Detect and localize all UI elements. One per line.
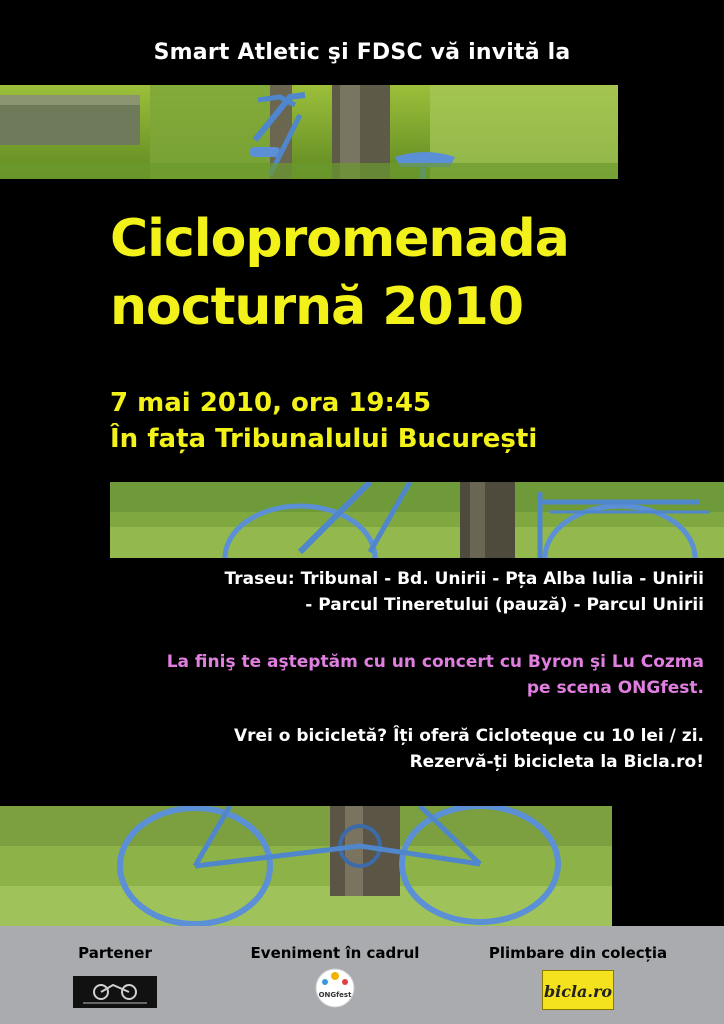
bicla-logo-text: bicla.ro [543,982,613,1001]
ongfest-section [240,944,430,1008]
bicycle-top-photo [0,85,618,179]
collection-label: Plimbare din colecția [488,944,668,962]
smart-atletic-logo [73,976,157,1008]
sponsor-footer [0,926,724,1024]
ongfest-logo [315,968,355,1008]
route-line2: - Parcul Tineretului (pauză) - Parcul Unirii [305,595,704,615]
bicla-logo [542,970,614,1010]
bicycle-middle-photo [110,482,724,558]
event-location: În fața Tribunalului București [110,424,538,454]
event-date-time: 7 mai 2010, ora 19:45 [110,388,432,418]
rental-line2: Rezervă-ți bicicleta la Bicla.ro! [409,752,704,772]
event-within-label: Eveniment în cadrul [250,944,420,962]
route-line1: Traseu: Tribunal - Bd. Unirii - Pța Alba Iulia - Unirii [224,569,704,589]
bicycle-bottom-photo [0,806,612,926]
event-title [110,205,710,341]
concert-text [64,649,704,701]
collection-section [478,944,678,1010]
rental-text [64,723,704,775]
event-title-line1: Ciclopromenada [110,209,569,269]
invite-heading: Smart Atletic şi FDSC vă invită la [153,40,571,65]
concert-line2: pe scena ONGfest. [526,678,704,698]
route-text [64,566,704,618]
event-details [110,385,710,457]
partner-section [60,944,170,1008]
partner-label: Partener [78,944,152,962]
rental-line1: Vrei o bicicletă? Îți oferă Cicloteque cu 10 lei / zi. [233,726,704,746]
event-title-line2: nocturnă 2010 [110,277,524,337]
ongfest-logo-text: ONGfest [318,991,352,999]
concert-line1: La finiş te aşteptăm cu un concert cu Byron şi Lu Cozma [166,652,704,672]
